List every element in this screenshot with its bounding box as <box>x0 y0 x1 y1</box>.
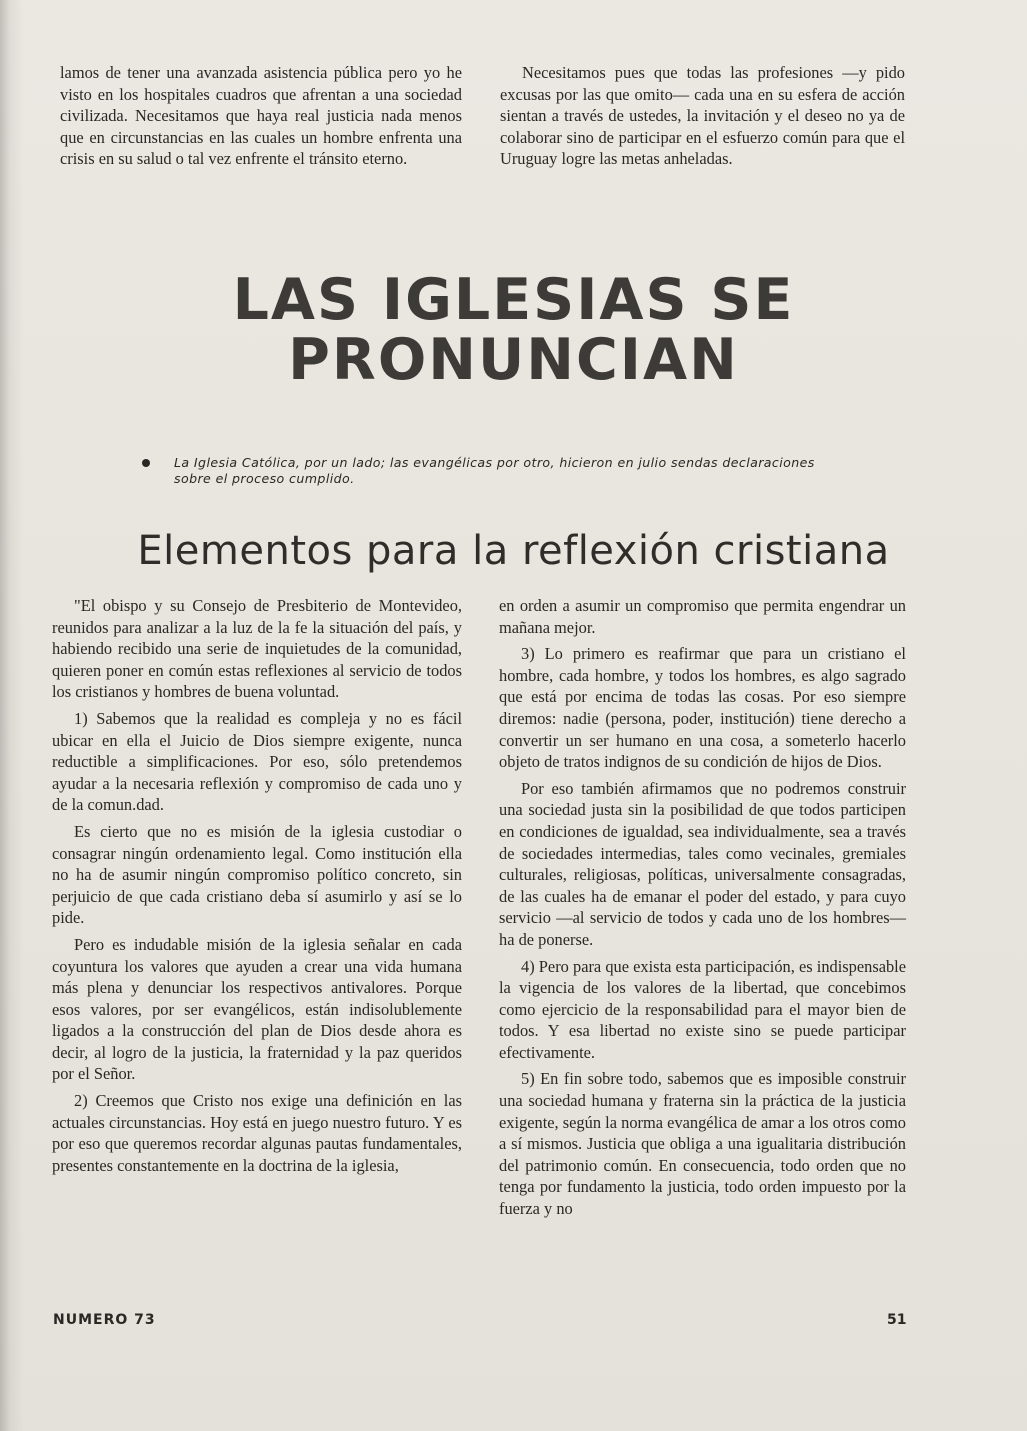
continued-paragraph: lamos de tener una avanzada asistencia pública pero yo he visto en los hospitales cuadros que afrentan a una sociedad civilizada. Necesitamos que haya real justicia nada menos que en circunstancias en las cuales un hombre enfrenta una crisis en su salud o tal vez enfrente el tránsito eterno. <box>60 63 462 169</box>
article-paragraph: Pero es indudable misión de la iglesia señalar en cada coyuntura los valores que ayuden a crear una vida humana más plena y denunciar los respectivos antivalores. Porque esos valores, por ser evangélicos, están indisolublemente ligados a la construcción del plan de Dios desde ahora es decir, al logro de la justicia, la fraternidad y la paz queridos por el Señor. <box>52 934 462 1084</box>
page-number: 51 <box>887 1312 907 1328</box>
article-paragraph: Por eso también afirmamos que no podremos construir una sociedad justa sin la posibilidad de que todos participen en condiciones de igualdad, sea individualmente, sea a través de sociedades intermedias, tales como vecinales, gremiales culturales, religiosas, políticas, universalmente consagradas, de las cuales ha de emanar el poder del estado, y para cuyo servicio —al servicio de todos y cada uno de los hombres— ha de ponerse. <box>499 778 906 949</box>
top-left-column <box>60 62 462 175</box>
article-left-column <box>52 595 462 1181</box>
closing-paragraph: Necesitamos pues que todas las profesiones —y pido excusas por las que omito— cada una en su esfera de acción sientan a través de ustedes, la invitación y el deseo no ya de colaborar sino de participar en el esfuerzo común para que el Uruguay logre las metas anheladas. <box>500 63 905 169</box>
top-right-column <box>500 62 905 175</box>
lead-text: La Iglesia Católica, por un lado; las evangélicas por otro, hicieron en julio sendas declaraciones sobre el proceso cumplido. <box>174 455 815 486</box>
bullet-icon <box>142 459 150 467</box>
article-paragraph: en orden a asumir un compromiso que permita engendrar un mañana mejor. <box>499 596 906 637</box>
article-right-column <box>499 595 906 1225</box>
article-paragraph: 4) Pero para que exista esta participación, es indispensable la vigencia de los valores de la libertad, que concebimos como ejercicio de la responsabilidad para el mayor bien de todos. Y esa libertad no existe sino se puede participar efectivamente. <box>499 956 906 1062</box>
article-paragraph: Es cierto que no es misión de la iglesia custodiar o consagrar ningún ordenamiento legal. Como institución ella no ha de asumir ningún compromiso político concreto, sin perjuicio de que cada cristiano deba sí asumirlo y así se lo pide. <box>52 821 462 928</box>
lead-text-block <box>146 455 846 487</box>
article-paragraph: 3) Lo primero es reafirmar que para un cristiano el hombre, cada hombre, y todos los hombres, es algo sagrado que está por encima de todas las cosas. Por eso siempre diremos: nadie (persona, poder, institución) tiene derecho a convertir un ser humano en una cosa, a someterlo hacerlo objeto de tratos indignos de su condición de hijos de Dios. <box>499 644 906 772</box>
issue-number: NUMERO 73 <box>53 1312 156 1328</box>
headline-line-1: LAS IGLESIAS SE <box>232 267 795 333</box>
headline-line-2: PRONUNCIAN <box>288 327 739 393</box>
article-paragraph: "El obispo y su Consejo de Presbiterio de Montevideo, reunidos para analizar a la luz de la fe la situación del país, y habiendo recibido una serie de inquietudes de la comunidad, quieren poner en común estas reflexiones al servicio de todos los cristianos y hombres de buena voluntad. <box>52 596 462 702</box>
article-paragraph: 1) Sabemos que la realidad es compleja y no es fácil ubicar en ella el Juicio de Dios siempre exigente, nunca reductible a simplificaciones. Por eso, sólo pretendemos ayudar a la necesaria reflexión y compromiso de cada uno y de la comun.dad. <box>52 708 462 815</box>
article-paragraph: 5) En fin sobre todo, sabemos que es imposible construir una sociedad humana y fraterna sin la práctica de la justicia exigente, según la norma evangélica de amar a los otros como a sí mismos. Justicia que obliga a una igualitaria distribución del patrimonio común. En consecuencia, todo orden que no tenga por fundamento la justicia, todo orden impuesto por la fuerza y no <box>499 1069 906 1219</box>
subheadline: Elementos para la reflexión cristiana <box>137 528 890 574</box>
article-paragraph: 2) Creemos que Cristo nos exige una definición en las actuales circunstancias. Hoy está en juego nuestro futuro. Y es por eso que queremos recordar algunas pautas fundamentales, presentes constantemente en la doctrina de la iglesia, <box>52 1091 462 1175</box>
